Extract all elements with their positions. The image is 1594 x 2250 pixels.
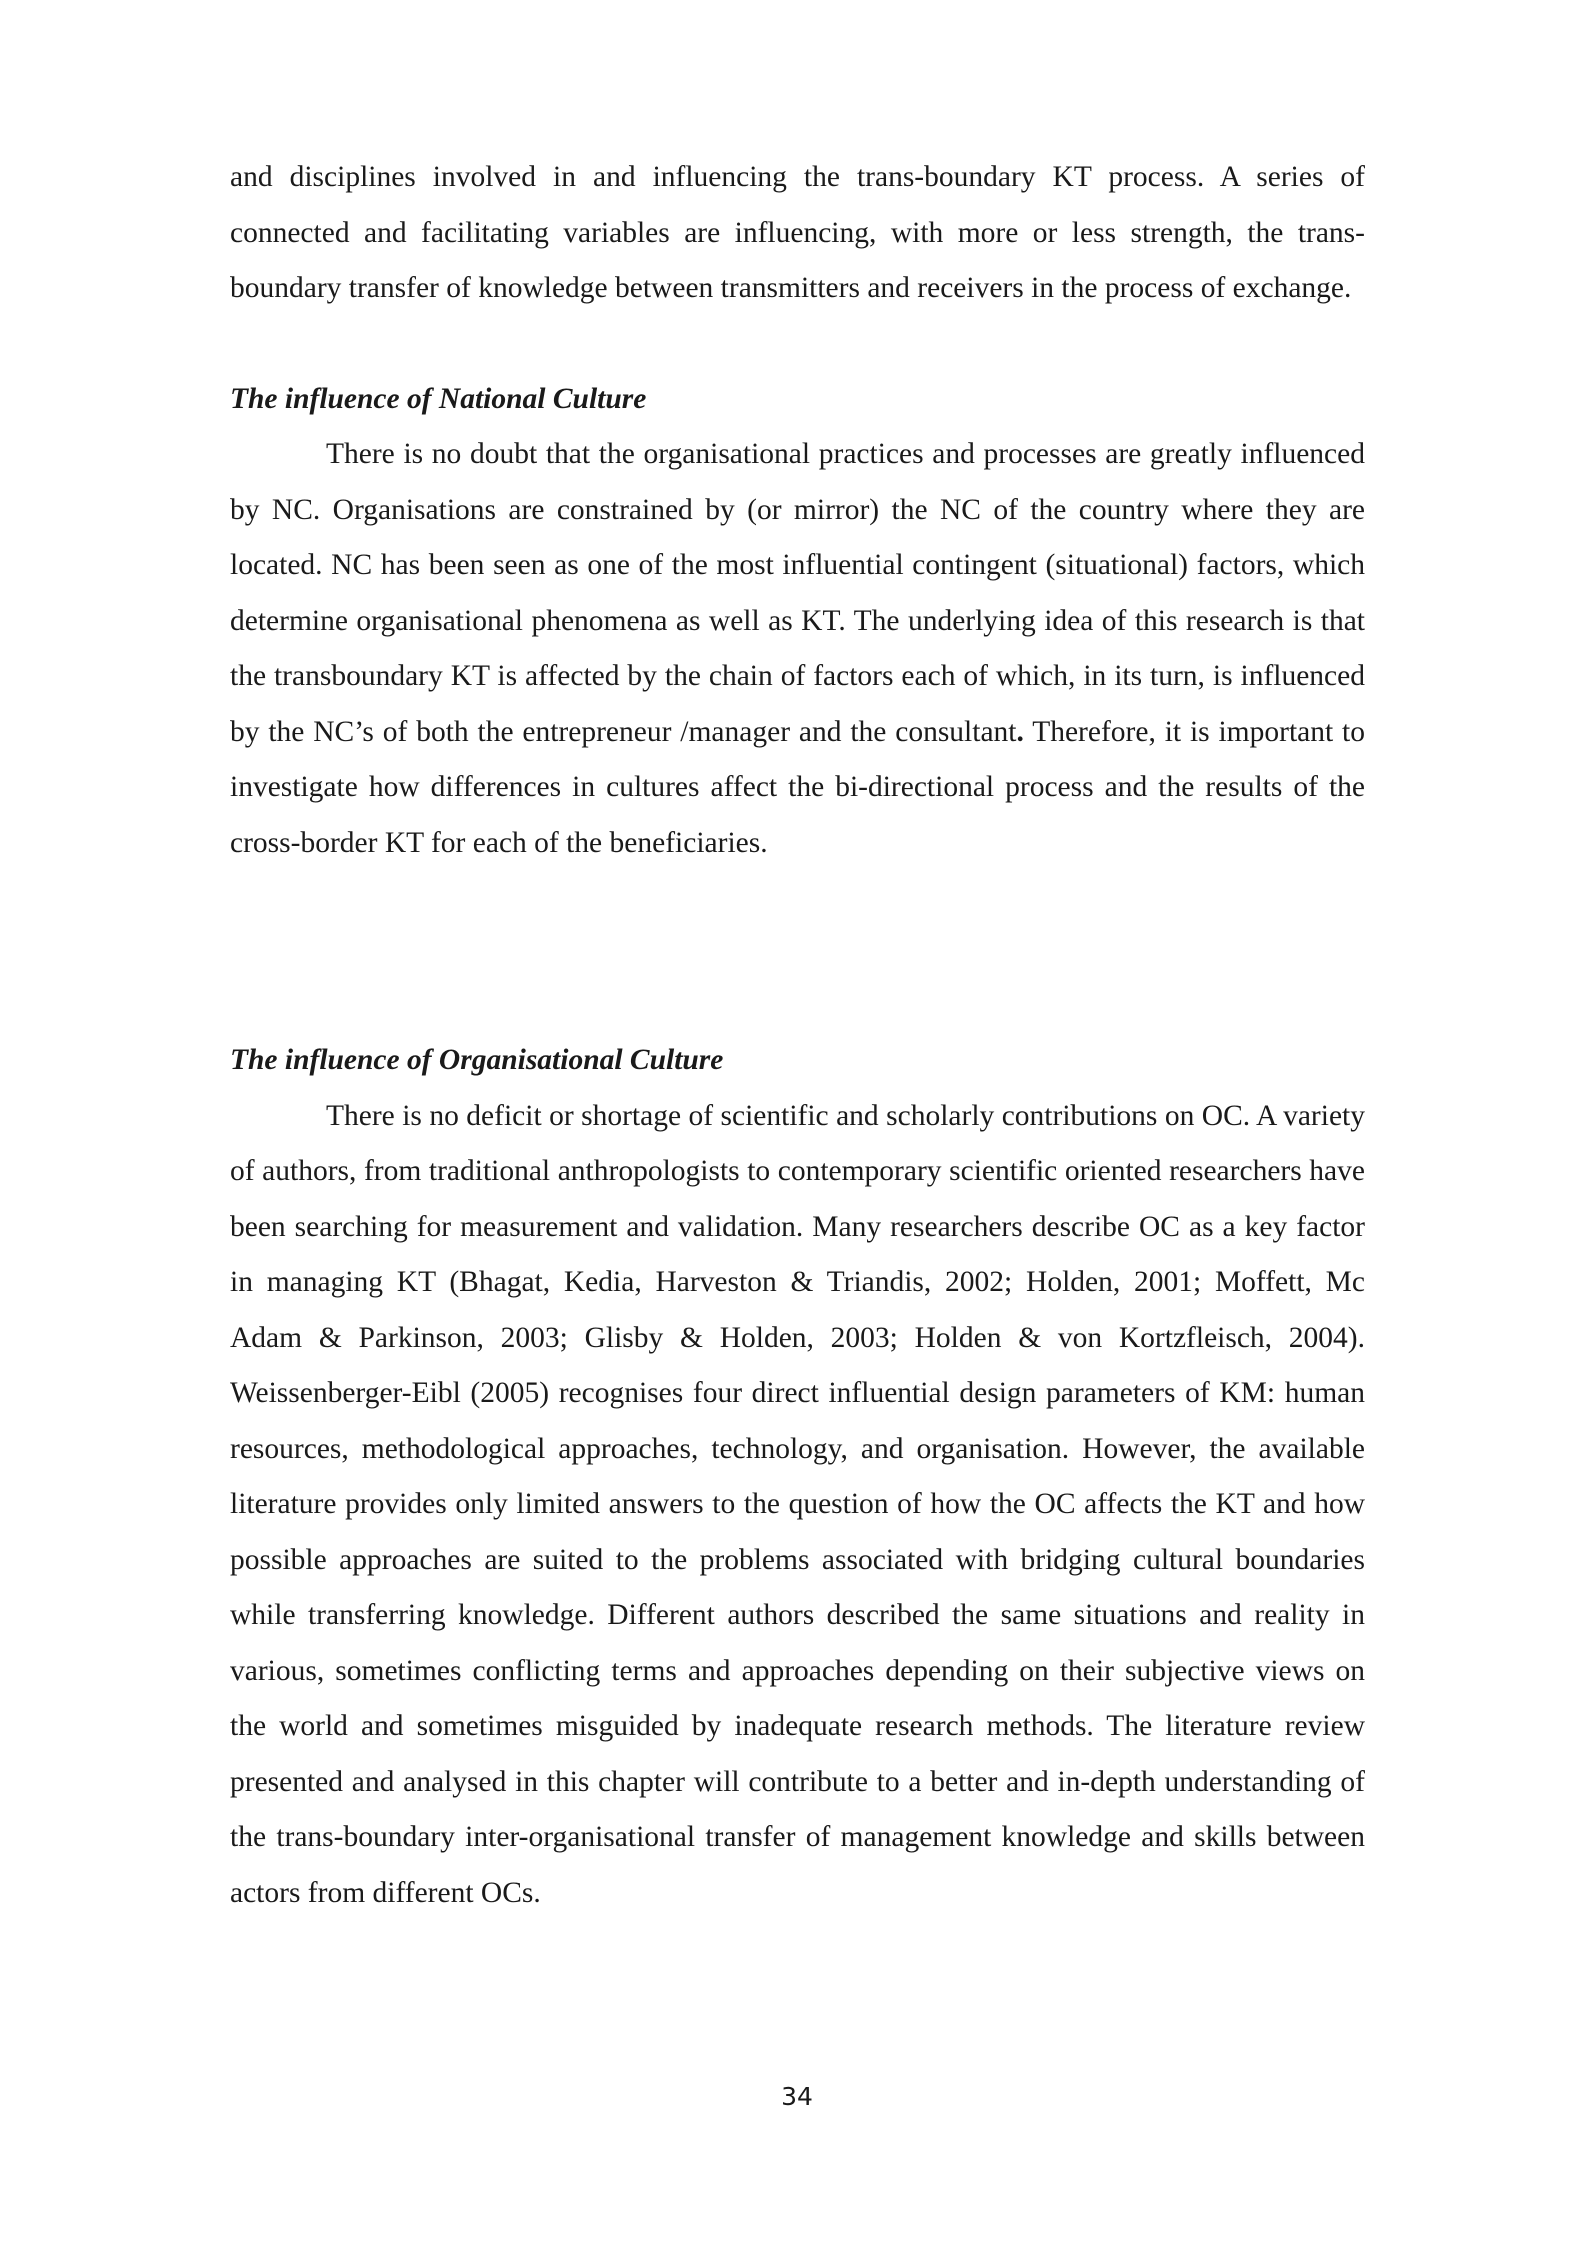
national-culture-paragraph-part2: Therefore, it is important to investigate how differences in cultures affect the bi-directional process and the results of the cross-border KT for each of the beneficiaries. xyxy=(230,715,1365,859)
continuation-paragraph: and disciplines involved in and influencing the trans-boundary KT process. A series of connected and facilitating variables are influencing, with more or less strength, the trans-boundary transfer of knowledge between transmitters and receivers in the process of exchange. xyxy=(230,161,1365,304)
section-heading-national-culture: The influence of National Culture xyxy=(230,382,647,415)
organisational-culture-paragraph: There is no deficit or shortage of scientific and scholarly contributions on OC. A variety of authors, from traditional anthropologists to contemporary scientific oriented researchers have been searching for measurement and validation. Many researchers describe OC as a key factor in managing KT (Bhagat, Kedia, Harveston & Triandis, 2002; Holden, 2001; Moffett, Mc Adam & Parkinson, 2003; Glisby & Holden, 2003; Holden & von Kortzfleisch, 2004). Weissenberger-Eibl (2005) recognises four direct influential design parameters of KM: human resources, methodological approaches, technology, and organisation. However, the available literature provides only limited answers to the question of how the OC affects the KT and how possible approaches are suited to the problems associated with bridging cultural boundaries while transferring knowledge. Different authors described the same situations and reality in various, sometimes conflicting terms and approaches depending on their subjective views on the world and sometimes misguided by inadequate research methods. The literature review presented and analysed in this chapter will contribute to a better and in-depth understanding of the trans-boundary inter-organisational transfer of management knowledge and skills between actors from different OCs. xyxy=(230,1099,1365,1909)
spacer xyxy=(230,317,1365,372)
document-page xyxy=(230,150,1365,1921)
national-culture-bold-period: . xyxy=(1016,715,1024,748)
section-heading-organisational-culture: The influence of Organisational Culture xyxy=(230,1044,724,1076)
page-number: 34 xyxy=(781,2082,813,2111)
spacer xyxy=(230,871,1365,1033)
national-culture-paragraph-part1: There is no doubt that the organisational practices and processes are greatly influenced by NC. Organisations are constrained by (or mirror) the NC of the country where they are located. NC has been seen as one of the most influential contingent (situational) factors, which determine organisational phenomena as well as KT. The underlying idea of this research is that the transboundary KT is affected by the chain of factors each of which, in its turn, is influenced by the NC’s of both the entrepreneur /manager and the consultant xyxy=(230,438,1365,748)
national-culture-paragraph xyxy=(230,427,1365,871)
